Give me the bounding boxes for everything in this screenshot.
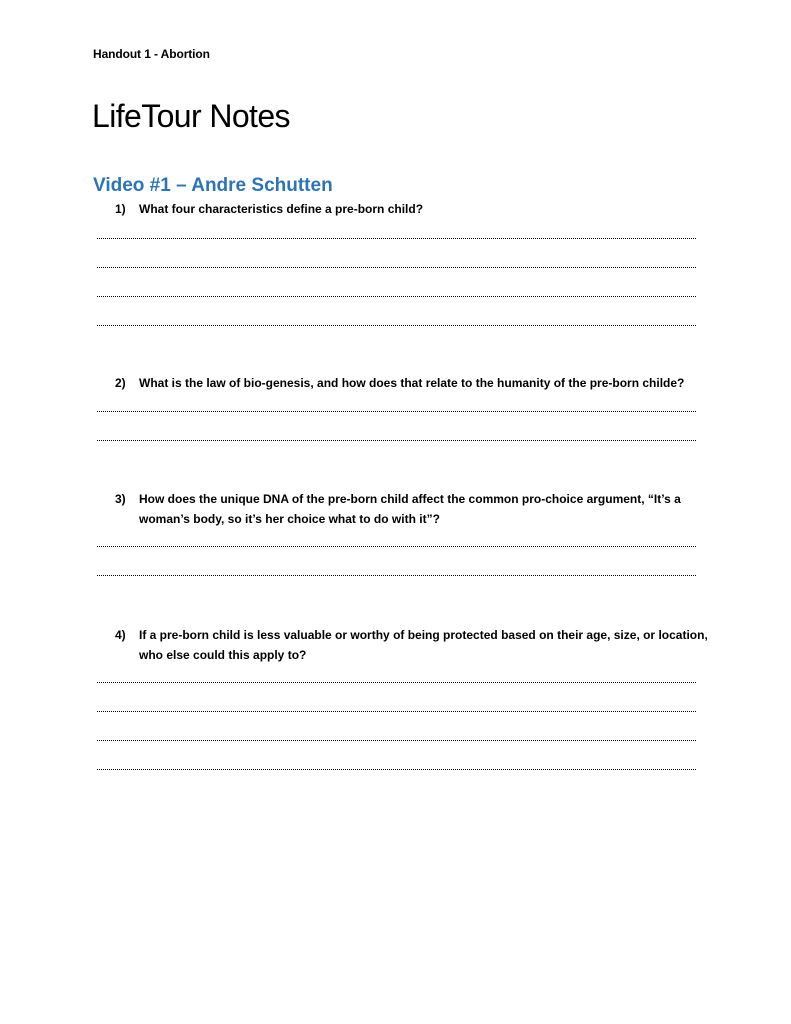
- answer-line[interactable]: [97, 411, 696, 412]
- answer-line[interactable]: [97, 267, 696, 268]
- answer-line[interactable]: [97, 546, 696, 547]
- answer-line[interactable]: [97, 769, 696, 770]
- question-1: [115, 199, 715, 219]
- question-text: If a pre-born child is less valuable or worthy of being protected based on their age, size, or location, who else could this apply to?: [139, 628, 708, 662]
- question-number: 1): [115, 202, 126, 216]
- question-text: What is the law of bio-genesis, and how does that relate to the humanity of the pre-born childe?: [139, 376, 685, 390]
- answer-line[interactable]: [97, 296, 696, 297]
- answer-line[interactable]: [97, 740, 696, 741]
- question-2: [115, 373, 715, 393]
- answer-line[interactable]: [97, 711, 696, 712]
- handout-label: Handout 1 - Abortion: [93, 47, 210, 61]
- question-text: What four characteristics define a pre-born child?: [139, 202, 424, 216]
- answer-line[interactable]: [97, 682, 696, 683]
- section-heading: Video #1 – Andre Schutten: [93, 175, 333, 196]
- question-text: How does the unique DNA of the pre-born child affect the common pro-choice argument, “It’s a woman’s body, so it’s her choice what to do with it”?: [139, 492, 681, 526]
- question-3: [115, 489, 715, 529]
- answer-line[interactable]: [97, 575, 696, 576]
- answer-line[interactable]: [97, 238, 696, 239]
- question-number: 2): [115, 376, 126, 390]
- page-title: LifeTour Notes: [92, 98, 290, 134]
- question-4: [115, 625, 715, 665]
- answer-line[interactable]: [97, 325, 696, 326]
- question-number: 4): [115, 628, 126, 642]
- answer-line[interactable]: [97, 440, 696, 441]
- question-number: 3): [115, 492, 126, 506]
